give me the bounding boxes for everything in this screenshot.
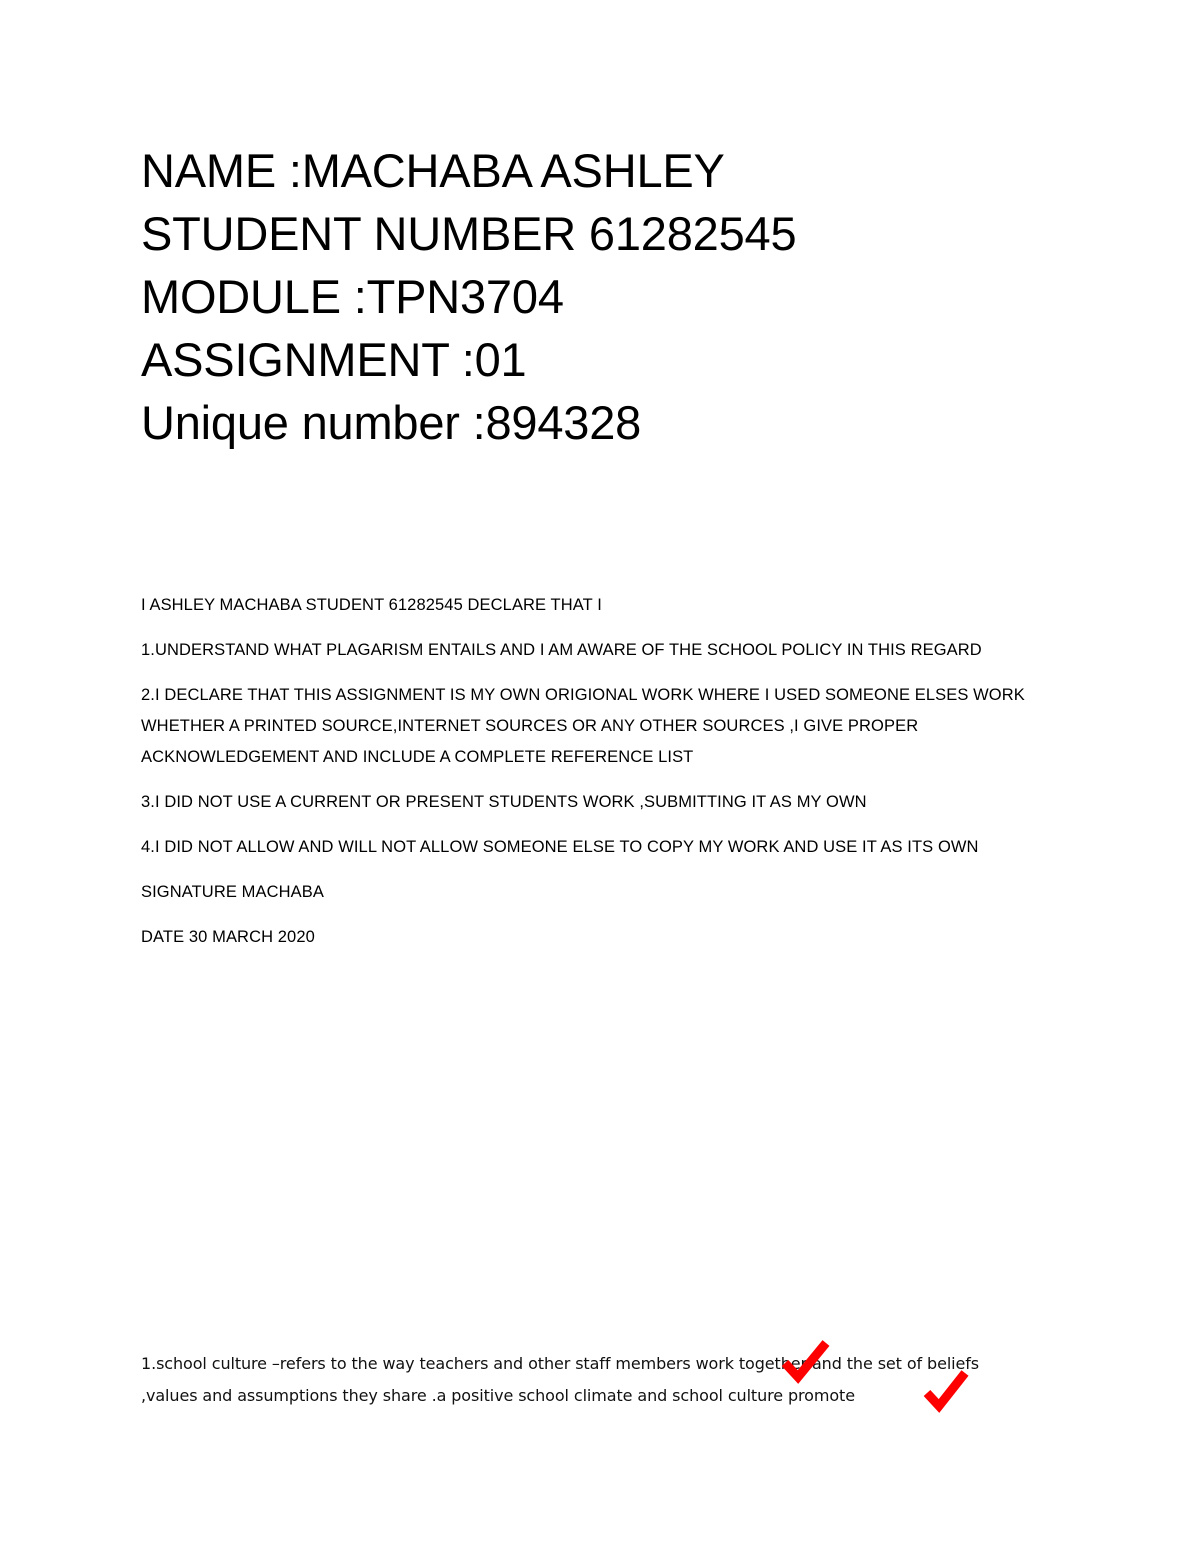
heading-line-student-number: STUDENT NUMBER 61282545 (141, 207, 797, 260)
answer-body-block (141, 1348, 1031, 1412)
cover-heading-block (141, 139, 1101, 454)
declaration-intro: I ASHLEY MACHABA STUDENT 61282545 DECLARE THAT I (141, 596, 602, 614)
declaration-item-4: 4.I DID NOT ALLOW AND WILL NOT ALLOW SOMEONE ELSE TO COPY MY WORK AND USE IT AS ITS OWN (141, 838, 979, 856)
declaration-signature: SIGNATURE MACHABA (141, 883, 324, 901)
declaration-item-2: 2.I DECLARE THAT THIS ASSIGNMENT IS MY OWN ORIGIONAL WORK WHERE I USED SOMEONE ELSES WORK WHETHER A PRINTED SOURCE,INTERNET SOURCES OR ANY OTHER SOURCES ,I GIVE PROPER ACKNOWLEDGEMENT AND INCLUDE A COMPLETE REFERENCE LIST (141, 686, 1025, 766)
declaration-date: DATE 30 MARCH 2020 (141, 928, 315, 946)
heading-line-unique-number: Unique number :894328 (141, 396, 642, 449)
declaration-item-1: 1.UNDERSTAND WHAT PLAGARISM ENTAILS AND I AM AWARE OF THE SCHOOL POLICY IN THIS REGARD (141, 641, 982, 659)
answer-paragraph-1: 1.school culture –refers to the way teachers and other staff members work together and the set of beliefs ,values and assumptions they share .a positive school climate and school culture promote (141, 1354, 990, 1405)
declaration-block (141, 590, 1056, 953)
heading-line-module: MODULE :TPN3704 (141, 270, 564, 323)
declaration-item-3: 3.I DID NOT USE A CURRENT OR PRESENT STUDENTS WORK ,SUBMITTING IT AS MY OWN (141, 793, 867, 811)
heading-line-assignment: ASSIGNMENT :01 (141, 333, 527, 386)
heading-line-name: NAME :MACHABA ASHLEY (141, 144, 725, 197)
